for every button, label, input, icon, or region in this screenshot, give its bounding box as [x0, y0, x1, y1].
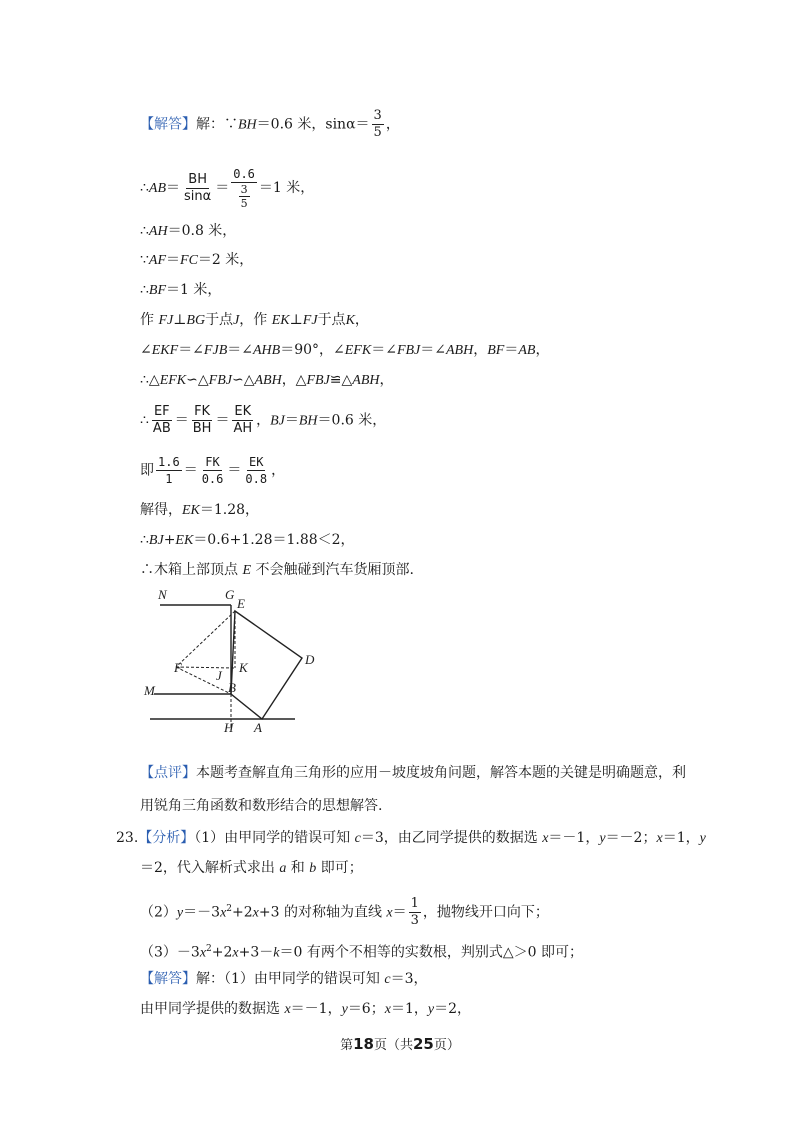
fraction-ek-ah: $\frac{EK}{AH}$	[233, 404, 253, 436]
total-pages: 25	[413, 1035, 434, 1053]
answer-line-11: 解得，EK＝1.28，	[140, 502, 260, 518]
label-k: K	[239, 660, 248, 675]
analysis-tag: 【分析】	[138, 830, 195, 846]
page-footer: 第18页（共25页）	[340, 1035, 460, 1053]
answer-line-7: ∠EKF＝∠FJB＝∠AHB＝90°，∠EFK＝∠FBJ＝∠ABH，BF＝AB，	[140, 342, 550, 358]
review-tag: 【点评】	[140, 765, 196, 781]
answer-tag-2: 【解答】	[140, 971, 196, 987]
label-d: D	[305, 652, 315, 667]
label-h: H	[224, 720, 234, 735]
answer-tag: 【解答】	[140, 116, 196, 133]
question-number: 23.	[116, 830, 139, 846]
label-b: B	[228, 680, 236, 695]
answer-line-9: ∴ $\frac{EF}{AB}$ ＝ $\frac{FK}{BH}$ ＝ $\frac{EK}{AH}$ ，BJ＝BH＝0.6 米，	[140, 404, 387, 436]
label-a: A	[254, 720, 262, 735]
label-n: N	[158, 587, 167, 602]
dash-ef	[176, 611, 235, 667]
q23-line-2: ＝2，代入解析式求出 a 和 b 即可；	[140, 860, 363, 876]
answer-line-8: ∴△EFK∽△FBJ∽△ABH，△FBJ≌△ABH，	[140, 372, 394, 388]
fraction-bh-sin: $\frac{BH}{\sin\alpha}$	[184, 171, 212, 204]
label-j: J	[216, 668, 222, 683]
fraction-fk-bh: $\frac{FK}{BH}$	[192, 404, 212, 436]
fraction-one-third: $\frac{1}{3}$	[410, 896, 419, 928]
answer-line-2: ∴AB＝ $\frac{BH}{\sin\alpha}$ ＝ $\frac{0.6}{\frac{3}{5}}$ ＝1 米，	[140, 167, 315, 210]
answer-line-12: ∴BJ+EK＝0.6+1.28＝1.88＜2，	[140, 532, 355, 548]
q23-line-3: $(2)y=-3x^2+2x+3$ 的对称轴为直线 x＝ $\frac{1}{3}$ ，抛物线开口向下；	[140, 896, 549, 928]
q23-line-4: $(3)-3x^2+2x+3-k=0$ 有两个不相等的实数根，判别式△＞0 即可；	[140, 944, 583, 961]
dash-fk	[176, 667, 235, 668]
answer-line-5: ∴BF＝1 米，	[140, 282, 222, 298]
answer-line-1: 【解答】解：∵BH＝0.6 米，sinα＝ $\frac{3}{5}$ ，	[140, 108, 400, 140]
dash-fb	[176, 667, 231, 694]
q23-line-6: 由甲同学提供的数据选 x＝－1，y＝6；x＝1，y＝2，	[140, 1001, 472, 1017]
fraction-ek-08: $\frac{EK}{0.8}$	[245, 455, 268, 486]
answer-line-6: 作 FJ⊥BG于点J，作 EK⊥FJ于点K，	[140, 312, 369, 328]
fraction-ef-ab: $\frac{EF}{AB}$	[152, 404, 171, 436]
label-f: F	[174, 660, 182, 675]
label-g: G	[225, 587, 235, 602]
page-number: 18	[353, 1035, 374, 1053]
fraction-16-1: $\frac{1.6}{1}$	[158, 455, 180, 486]
geometry-figure	[140, 584, 330, 736]
fraction-three-fifths: $\frac{3}{5}$	[373, 108, 382, 140]
answer-line-13: ∴木箱上部顶点 E 不会触碰到汽车货厢顶部.	[140, 562, 414, 578]
answer-line-4: ∵AF＝FC＝2 米，	[140, 252, 254, 268]
label-e: E	[237, 596, 245, 611]
review-line-2: 用锐角三角函数和数形结合的思想解答.	[140, 798, 383, 814]
review-line-1: 【点评】本题考查解直角三角形的应用－坡度坡角问题，解答本题的关键是明确题意，利	[140, 765, 686, 781]
q23-line-1: 23.【分析】（1）由甲同学的错误可知 c＝3，由乙同学提供的数据选 x＝－1，y＝－2；x＝1，y	[116, 830, 706, 846]
answer-line-10: 即 $\frac{1.6}{1}$ ＝ $\frac{FK}{0.6}$ ＝ $\frac{EK}{0.8}$ ，	[140, 455, 286, 486]
answer-line-3: ∴AH＝0.8 米，	[140, 223, 237, 239]
fraction-fk-06: $\frac{FK}{0.6}$	[201, 455, 224, 486]
fraction-nested: $\frac{0.6}{\frac{3}{5}}$	[233, 167, 255, 210]
label-m: M	[144, 683, 155, 698]
q23-line-5: 【解答】解：（1）由甲同学的错误可知 c＝3，	[140, 971, 428, 987]
